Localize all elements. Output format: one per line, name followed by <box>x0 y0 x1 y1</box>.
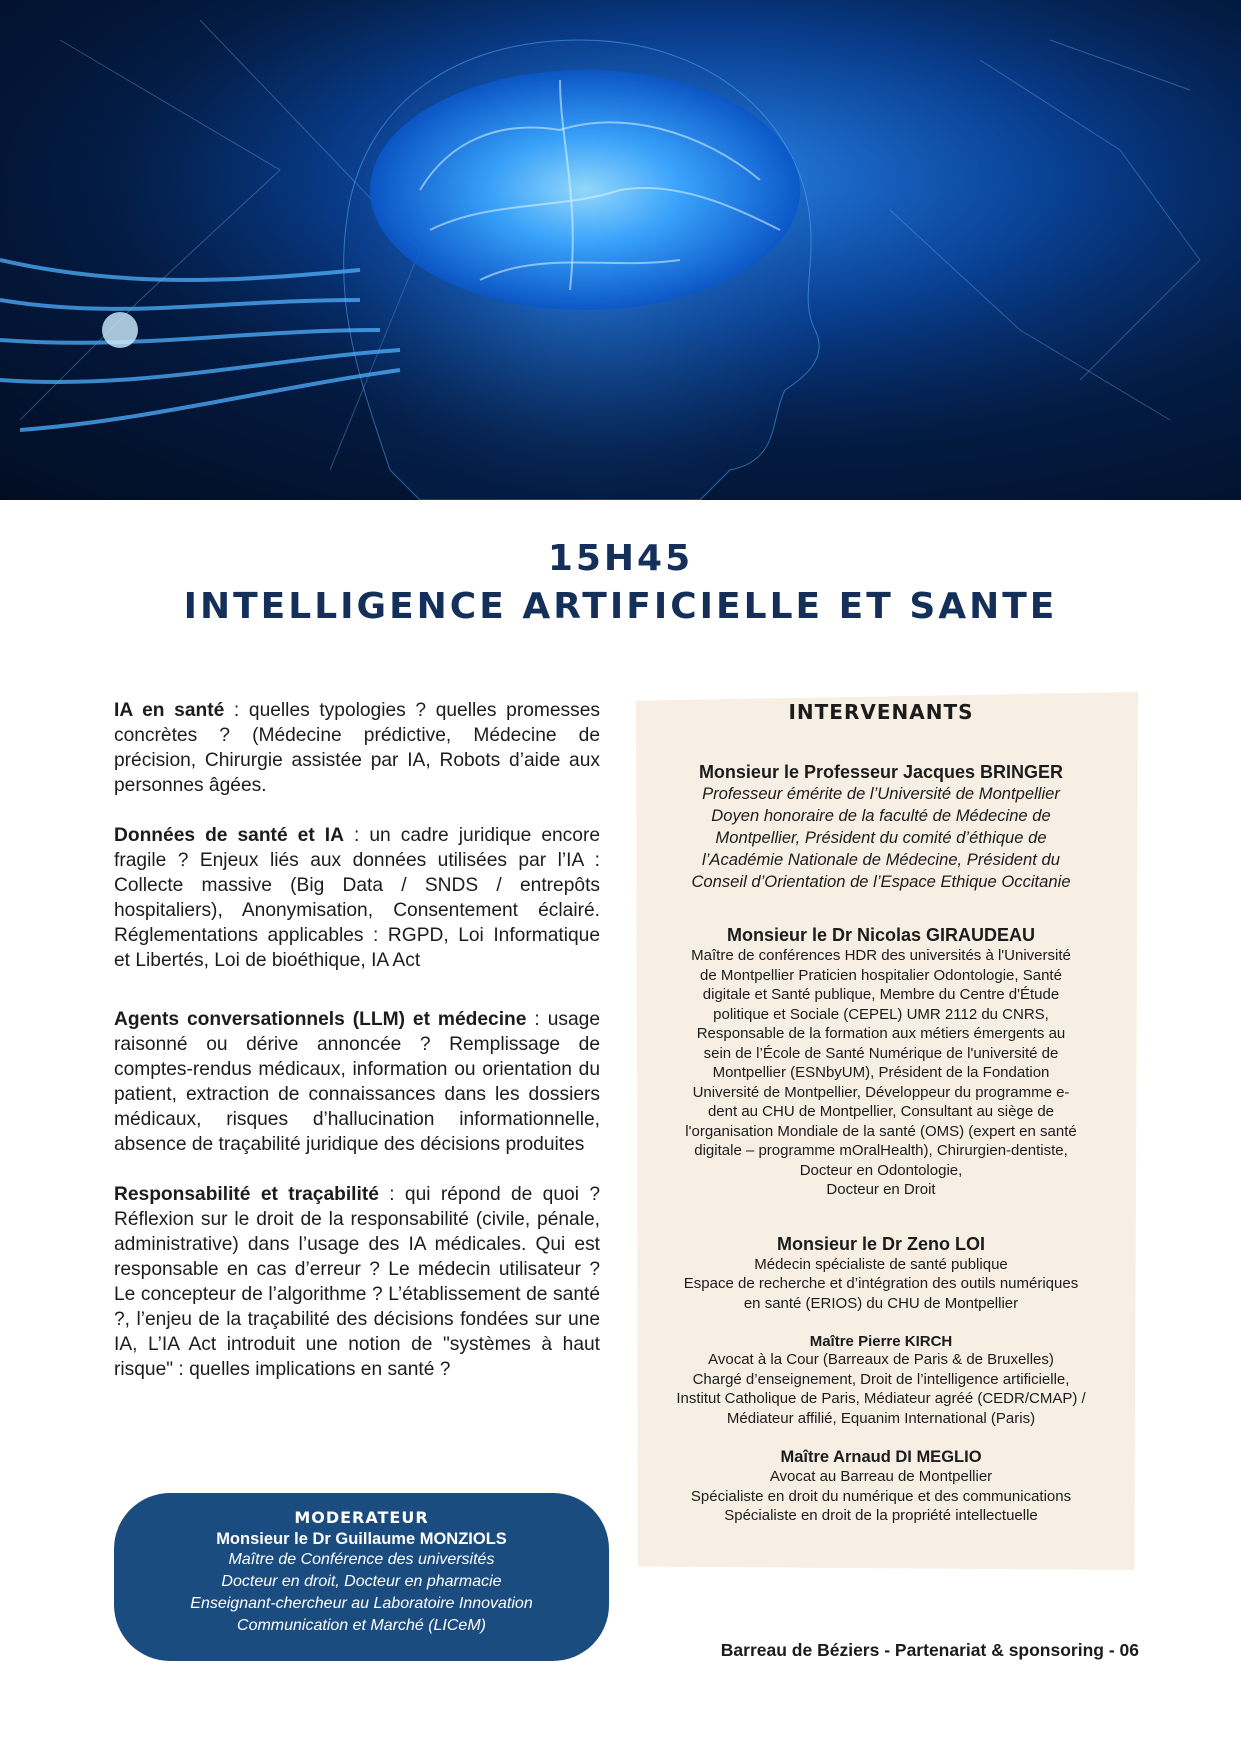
speaker-name: Maître Pierre KIRCH <box>809 1333 953 1350</box>
speaker-line: politique et Sociale (CEPEL) UMR 2112 du CNRS, <box>713 1005 1049 1023</box>
speaker <box>636 1448 1126 1526</box>
speaker-name: Monsieur le Dr Zeno LOI <box>776 1233 986 1254</box>
speaker-line: Doyen honoraire de la faculté de Médecine de <box>711 806 1051 825</box>
session-time: 15H45 <box>547 538 694 579</box>
speaker-line: l’Académie Nationale de Médecine, Président du <box>702 850 1060 869</box>
moderator-heading: MODERATEUR <box>294 1508 429 1527</box>
speaker-line: Professeur émérite de l’Université de Montpellier <box>702 784 1060 803</box>
speaker-line: l'organisation Mondiale de la santé (OMS) (expert en santé <box>685 1122 1077 1140</box>
speaker-line: Avocat au Barreau de Montpellier <box>769 1468 993 1485</box>
speaker-line: Espace de recherche et d’intégration des outils numériques <box>683 1275 1079 1292</box>
topic-heading: Responsabilité et traçabilité <box>114 1184 379 1205</box>
speaker-line: Université de Montpellier, Développeur du programme e- <box>692 1083 1070 1101</box>
speaker-line: digitale et Santé publique, Membre du Centre d'Étude <box>702 986 1060 1003</box>
speaker-line: Spécialiste en droit du numérique et des communications <box>690 1487 1072 1505</box>
speaker-line: Spécialiste en droit de la propriété intellectuelle <box>724 1507 1038 1524</box>
topics-column <box>114 698 600 1407</box>
moderator-line: Communication et Marché (LICeM) <box>237 1617 486 1634</box>
speaker-line: Docteur en Odontologie, <box>799 1161 963 1179</box>
speaker-name: Monsieur le Dr Nicolas GIRAUDEAU <box>726 925 1036 945</box>
speaker <box>636 1333 1126 1428</box>
moderator-name: Monsieur le Dr Guillaume MONZIOLS <box>216 1530 507 1548</box>
speaker-line: Montpellier, Président du comité d’éthique de <box>715 828 1047 847</box>
speaker-line: digitale – programme mOralHealth), Chirurgien-dentiste, <box>694 1142 1068 1159</box>
speakers-content <box>636 700 1126 1526</box>
page-title: INTELLIGENCE ARTIFICIELLE ET SANTE <box>183 586 1058 627</box>
brain-head-illustration <box>0 0 1241 500</box>
speakers-heading: INTERVENANTS <box>788 700 974 724</box>
speaker-line: Responsable de la formation aux métiers émergents au <box>696 1025 1066 1042</box>
page-footer: Barreau de Béziers - Partenariat & sponsoring - 06 <box>720 1640 1139 1660</box>
speaker-name: Maître Arnaud DI MEGLIO <box>780 1448 982 1466</box>
speaker-line: Montpellier (ESNbyUM), Président de la Fondation <box>712 1064 1050 1081</box>
topic-text: : un cadre juridique encore fragile ? Enjeux liés aux données utilisées par l’IA : Collecte massive (Big Data / SNDS / entrepôts hospitaliers), Anonymisation, Consentement éclairé. Réglementations applicables : RGPD, Loi Informatique et Libertés, Loi de bioéthique, IA Act <box>114 825 601 971</box>
topic-paragraph <box>114 1182 600 1382</box>
topic-heading: Données de santé et IA <box>114 825 344 846</box>
speaker-line: sein de l’École de Santé Numérique de l'université de <box>703 1044 1059 1062</box>
topic-text: : quelles typologies ? quelles promesses concrètes ? (Médecine prédictive, Médecine de précision, Chirurgie assistée par IA, Robots d’aide aux personnes âgées. <box>114 700 600 796</box>
speaker-name: Monsieur le Professeur Jacques BRINGER <box>698 762 1064 782</box>
speaker-line: Médiateur affilié, Equanim International (Paris) <box>726 1409 1036 1427</box>
speaker-line: Médecin spécialiste de santé publique <box>754 1255 1008 1273</box>
topic-heading: IA en santé <box>114 700 225 721</box>
topic-paragraph <box>114 823 600 973</box>
hero-image <box>0 0 1241 500</box>
speaker-line: en santé (ERIOS) du CHU de Montpellier <box>743 1294 1019 1312</box>
speaker <box>636 925 1126 1200</box>
topic-paragraph <box>114 1007 600 1157</box>
speaker-line: dent au CHU de Montpellier, Consultant au siège de <box>707 1103 1055 1120</box>
speaker-line: Chargé d’enseignement, Droit de l’intelligence artificielle, <box>692 1370 1070 1388</box>
speaker <box>636 1234 1126 1314</box>
topic-text: : usage raisonné ou dérive annoncée ? Remplissage de comptes-rendus médicaux, information ou orientation du patient, extraction de connaissances dans les dossiers médicaux, risques d’hallucination informationnelle, absence de traçabilité juridique des décisions produites <box>114 1009 600 1155</box>
topic-text: : qui répond de quoi ? Réflexion sur le droit de la responsabilité (civile, pénale, administrative) dans l’usage des IA médicales. Qui est responsable en cas d’erreur ? Le médecin utilisateur ? Le concepteur de l’algorithme ? L’établissement de santé ?, l’enjeu de la traçabilité des décisions fondées sur une IA, L’IA Act introduit une notion de "systèmes à haut risque" : quelles implications en santé ? <box>114 1184 600 1380</box>
moderator-line: Docteur en droit, Docteur en pharmacie <box>221 1573 502 1590</box>
speaker-line: Avocat à la Cour (Barreaux de Paris & de Bruxelles) <box>708 1351 1054 1368</box>
topic-heading: Agents conversationnels (LLM) et médecine <box>114 1009 527 1030</box>
moderator-box <box>114 1493 609 1661</box>
speaker-line: Institut Catholique de Paris, Médiateur agréé (CEDR/CMAP) / <box>676 1390 1086 1407</box>
speaker-line: Maître de conférences HDR des universités à l'Université <box>691 947 1071 964</box>
moderator-line: Maître de Conférence des universités <box>228 1551 495 1568</box>
speaker-line: Conseil d’Orientation de l’Espace Ethique Occitanie <box>691 872 1071 891</box>
topic-paragraph <box>114 698 600 798</box>
speaker-line: de Montpellier Praticien hospitalier Odontologie, Santé <box>700 966 1062 984</box>
moderator-line: Enseignant-chercheur au Laboratoire Innovation <box>190 1595 533 1612</box>
speaker <box>636 762 1126 893</box>
speaker-line: Docteur en Droit <box>826 1181 936 1198</box>
